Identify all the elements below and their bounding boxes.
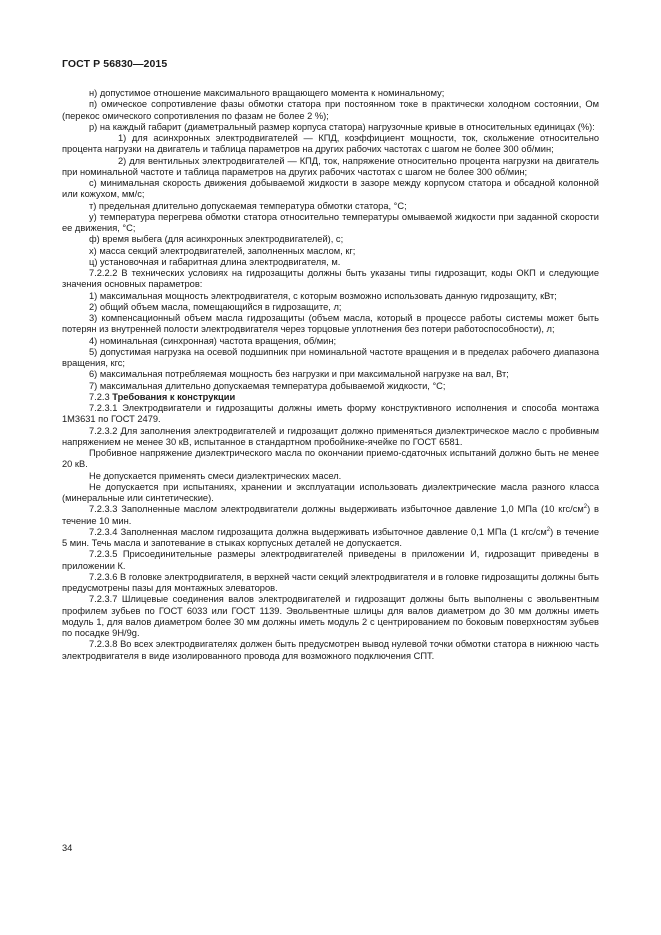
- paragraph: 3) компенсационный объем масла гидрозащиты (объем масла, который в процессе работы системы может быть потерян из внутренней полости электродвигателя через торцовые уплотнения без потери работоспособности), л;: [62, 313, 599, 335]
- paragraph: у) температура перегрева обмотки статора относительно температуры омываемой жидкости при заданной скорости ее движения, °С;: [62, 211, 599, 233]
- page-number: 34: [62, 843, 73, 853]
- paragraph: 7.2.3.6 В головке электродвигателя, в верхней части секций электродвигателя и в головке гидрозащиты должны быть предусмотрены пазы для монтажных элеваторов.: [62, 571, 599, 593]
- paragraph: х) масса секций электродвигателей, заполненных маслом, кг;: [89, 245, 356, 256]
- section-heading: [62, 392, 599, 403]
- paragraph: 7.2.2.2 В технических условиях на гидрозащиты должны быть указаны типы гидрозащит, коды ОКП и следующие значения основных параметров:: [62, 268, 599, 290]
- paragraph: 7.2.3.5 Присоединительные размеры электродвигателей приведены в приложении И, гидрозащит приведены в приложении К.: [62, 549, 599, 571]
- superscript: 2: [583, 504, 588, 511]
- paragraph: 6) максимальная потребляемая мощность без нагрузки и при максимальной нагрузке на вал, Вт;: [89, 369, 509, 380]
- paragraph: 7.2.3.1 Электродвигатели и гидрозащиты должны иметь форму конструктивного исполнения и способа монтажа 1М3631 по ГОСТ 2479.: [62, 403, 599, 425]
- superscript: 2: [546, 526, 551, 533]
- paragraph: 7.2.3.2 Для заполнения электродвигателей и гидрозащит должно применяться диэлектрическое масло с пробивным напряжением не менее 30 кВ, испытанное в стандартном пробойнике-ячейке по ГОСТ 6581.: [62, 425, 599, 447]
- paragraph: Пробивное напряжение диэлектрического масла по окончании приемо-сдаточных испытаний должно быть не менее 20 кВ.: [62, 448, 599, 470]
- paragraph: 7.2.3.8 Во всех электродвигателях должен быть предусмотрен вывод нулевой точки обмотки статора в нижнюю часть электродвигателя в виде изолированного провода для возможного подключения СПТ.: [62, 639, 599, 661]
- text-run: 7.2.3.4 Заполненная маслом гидрозащита должна выдерживать избыточное давление 0,1 МПа (1 кгс/см: [89, 526, 547, 537]
- paragraph: ф) время выбега (для асинхронных электродвигателей), с;: [89, 234, 344, 245]
- text-run: ) в течение 10 мин.: [62, 504, 599, 526]
- paragraph: Не допускается применять смеси диэлектрических масел.: [89, 470, 342, 481]
- standard-header: ГОСТ Р 56830—2015: [62, 58, 168, 70]
- paragraph: 1) для асинхронных электродвигателей — КПД, коэффициент мощности, ток, скольжение относительно процента нагрузки на двигатель и таблица параметров на других рабочих частотах с шагом не более 300 об/мин;: [62, 133, 599, 155]
- paragraph: п) омическое сопротивление фазы обмотки статора при постоянном токе в практически холодном состоянии, Ом (перекос омического сопротивления по фазам не более 2 %);: [62, 99, 599, 121]
- paragraph: 7.2.3.7 Шлицевые соединения валов электродвигателей и гидрозащит должны быть выполнены с эвольвентным профилем зубьев по ГОСТ 6033 или ГОСТ 1139. Эвольвентные шлицы для валов диаметром до 30 мм должны иметь модуль 1, для валов диаметром более 30 мм должны иметь модуль 2 с центрированием по боковым поверхностям зубьев по посадке 9Н/9g.: [62, 594, 599, 638]
- paragraph: 4) номинальная (синхронная) частота вращения, об/мин;: [89, 335, 337, 346]
- text-run: ) в течение 5 мин. Течь масла и запотевание в стыках корпусных деталей не допускается.: [62, 526, 600, 548]
- paragraph: н) допустимое отношение максимального вращающего момента к номинальному;: [89, 88, 445, 98]
- paragraph: Не допускается при испытаниях, хранении и эксплуатации использовать диэлектрические масла разного класса (минеральные или синтетические).: [62, 481, 599, 503]
- text-run: 7.2.3.3 Заполненные маслом электродвигатели должны выдерживать избыточное давление 1,0 МПа (10 кгс/см: [89, 504, 584, 515]
- paragraph: р) на каждый габарит (диаметральный размер корпуса статора) нагрузочные кривые в относительных единицах (%):: [89, 121, 595, 132]
- paragraph: 5) допустимая нагрузка на осевой подшипник при номинальной частоте вращения и в пределах рабочего диапазона вращения, кгс;: [62, 346, 599, 368]
- paragraph: [62, 504, 599, 527]
- paragraph: ц) установочная и габаритная длина электродвигателя, м.: [89, 256, 341, 267]
- section-title: Требования к конструкции: [112, 391, 236, 402]
- paragraph: [62, 527, 599, 550]
- paragraph: с) минимальная скорость движения добываемой жидкости в зазоре между корпусом статора и обсадной колонной или кожухом, мм/с;: [62, 178, 599, 200]
- paragraph: 2) общий объем масла, помещающийся в гидрозащите, л;: [89, 301, 342, 312]
- paragraph: 7) максимальная длительно допускаемая температура добываемой жидкости, °С;: [89, 380, 446, 391]
- paragraph: т) предельная длительно допускаемая температура обмотки статора, °С;: [89, 200, 407, 211]
- section-number: 7.2.3: [89, 391, 110, 402]
- paragraph: 1) максимальная мощность электродвигателя, с которым возможно использовать данную гидрозащиту, кВт;: [89, 290, 557, 301]
- document-body: [62, 88, 599, 662]
- paragraph: 2) для вентильных электродвигателей — КПД, ток, напряжение относительно процента нагрузки на двигатель при номинальной частоте и таблица параметров на других рабочих частотах с шагом не более 300 об/мин;: [62, 155, 599, 177]
